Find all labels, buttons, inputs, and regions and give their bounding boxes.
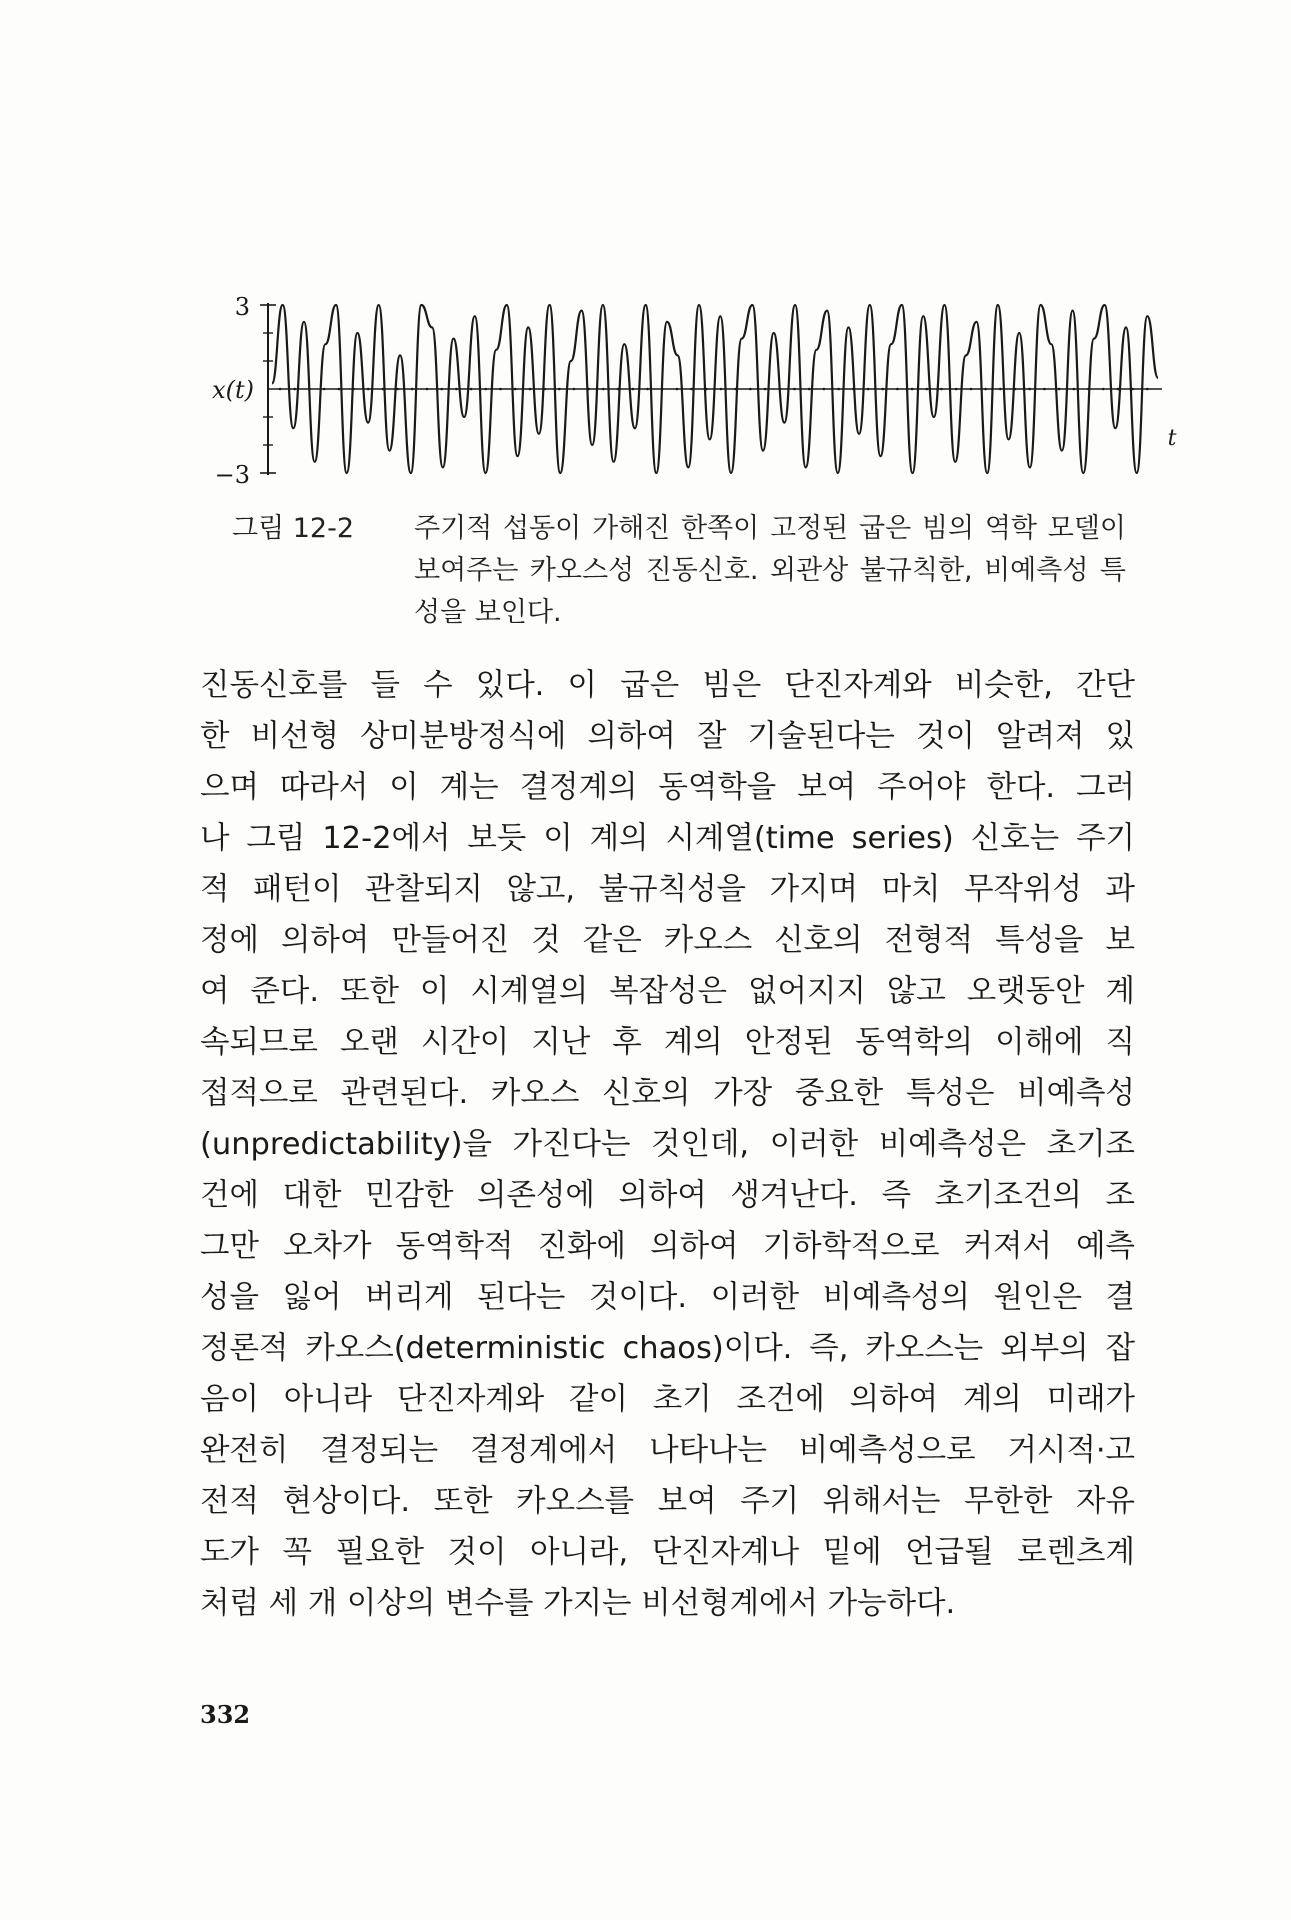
body-line: 그만 오차가 동역학적 진화에 의하여 기하학적으로 커져서 예측: [200, 1229, 1135, 1264]
body-line: 정론적 카오스(deterministic chaos)이다. 즉, 카오스는 외부의 잡: [200, 1331, 1135, 1366]
baseline-dot: [440, 388, 443, 391]
baseline-dot: [514, 388, 517, 391]
body-line: 여 준다. 또한 이 시계열의 복잡성은 없어지지 않고 오랫동안 계: [200, 974, 1135, 1009]
y-tick-label-top: 3: [234, 293, 250, 321]
x-axis-label: t: [1167, 426, 1177, 451]
chaos-signal-chart: [212, 285, 1180, 495]
baseline-dot: [382, 388, 385, 391]
baseline-dot: [896, 388, 899, 391]
baseline-dot: [984, 388, 987, 391]
baseline-dot: [881, 388, 884, 391]
baseline-dot: [749, 388, 752, 391]
baseline-dot: [411, 388, 414, 391]
baseline-dot: [602, 388, 605, 391]
body-line: 으며 따라서 이 계는 결정계의 동역학을 보여 주어야 한다. 그러: [200, 770, 1135, 805]
body-line: 접적으로 관련된다. 카오스 신호의 가장 중요한 특성은 비예측성: [200, 1076, 1135, 1111]
baseline-dot: [1014, 388, 1017, 391]
body-line: 건에 대한 민감한 의존성에 의하여 생겨난다. 즉 초기조건의 조: [200, 1178, 1135, 1213]
baseline-dot: [867, 388, 870, 391]
baseline-dot: [308, 388, 311, 391]
baseline-dot: [323, 388, 326, 391]
baseline-dot: [426, 388, 429, 391]
baseline-dot: [617, 388, 620, 391]
baseline-dot: [852, 388, 855, 391]
baseline-dot: [926, 388, 929, 391]
baseline-dot: [1087, 388, 1090, 391]
baseline-dot: [940, 388, 943, 391]
baseline-dot: [338, 388, 341, 391]
baseline-dot: [970, 388, 973, 391]
baseline-dot: [676, 388, 679, 391]
baseline-dot: [779, 388, 782, 391]
baseline-dot: [279, 388, 282, 391]
baseline-dot: [1028, 388, 1031, 391]
baseline-dot: [808, 388, 811, 391]
body-line: 한 비선형 상미분방정식에 의하여 잘 기술된다는 것이 알려져 있: [200, 719, 1135, 754]
baseline-dot: [293, 388, 296, 391]
baseline-dot: [455, 388, 458, 391]
signal-series-line: [272, 305, 1158, 473]
baseline-dot: [396, 388, 399, 391]
y-axis-label: x(t): [212, 376, 254, 404]
baseline-dot: [734, 388, 737, 391]
baseline-dot: [661, 388, 664, 391]
body-line: 진동신호를 들 수 있다. 이 굽은 빔은 단진자계와 비슷한, 간단: [200, 668, 1135, 703]
baseline-dot: [573, 388, 576, 391]
baseline-dot: [999, 388, 1002, 391]
baseline-dot: [837, 388, 840, 391]
page-number: 332: [200, 1700, 251, 1729]
body-line: 성을 잃어 버리게 된다는 것이다. 이러한 비예측성의 원인은 결: [200, 1280, 1135, 1315]
figure-caption-label: 그림 12-2: [232, 513, 355, 544]
baseline-dot: [1117, 388, 1120, 391]
body-line: 적 패턴이 관찰되지 않고, 불규칙성을 가지며 마치 무작위성 과: [200, 872, 1135, 907]
baseline-dot: [587, 388, 590, 391]
baseline-dot: [690, 388, 693, 391]
baseline-dot: [1073, 388, 1076, 391]
baseline-dot: [705, 388, 708, 391]
baseline-dot: [499, 388, 502, 391]
baseline-dot: [367, 388, 370, 391]
body-line: 정에 의하여 만들어진 것 같은 카오스 신호의 전형적 특성을 보: [200, 923, 1135, 958]
baseline-dot: [558, 388, 561, 391]
body-line: 완전히 결정되는 결정계에서 나타나는 비예측성으로 거시적·고: [200, 1433, 1135, 1468]
baseline-dot: [764, 388, 767, 391]
baseline-dot: [1102, 388, 1105, 391]
baseline-dot: [720, 388, 723, 391]
baseline-dot: [793, 388, 796, 391]
baseline-dot: [823, 388, 826, 391]
body-line: 전적 현상이다. 또한 카오스를 보여 주기 위해서는 무한한 자유: [200, 1484, 1135, 1519]
baseline-dot: [1131, 388, 1134, 391]
baseline-dot: [955, 388, 958, 391]
baseline-dot: [646, 388, 649, 391]
baseline-dot: [529, 388, 532, 391]
baseline-dot: [352, 388, 355, 391]
body-line: 도가 꼭 필요한 것이 아니라, 단진자계나 밑에 언급될 로렌츠계: [200, 1535, 1135, 1570]
body-paragraph: [200, 660, 1135, 1629]
baseline-dot: [485, 388, 488, 391]
baseline-dot: [1043, 388, 1046, 391]
baseline-dot: [1146, 388, 1149, 391]
baseline-dot: [543, 388, 546, 391]
baseline-dot: [1058, 388, 1061, 391]
baseline-dot: [632, 388, 635, 391]
y-tick-label-bottom: −3: [214, 461, 250, 489]
baseline-dot: [470, 388, 473, 391]
body-line: 나 그림 12-2에서 보듯 이 계의 시계열(time series) 신호는 주기: [200, 821, 1135, 856]
figure-caption: [232, 508, 1132, 634]
figure-caption-text: 주기적 섭동이 가해진 한쪽이 고정된 굽은 빔의 역학 모델이 보여주는 카오스성 진동신호. 외관상 불규칙한, 비예측성 특성을 보인다.: [414, 513, 1126, 628]
body-line: 속되므로 오랜 시간이 지난 후 계의 안정된 동역학의 이해에 직: [200, 1025, 1135, 1060]
body-line: 음이 아니라 단진자계와 같이 초기 조건에 의하여 계의 미래가: [200, 1382, 1135, 1417]
baseline-dot: [911, 388, 914, 391]
body-line: (unpredictability)을 가진다는 것인데, 이러한 비예측성은 초기조: [200, 1127, 1135, 1162]
body-line: 처럼 세 개 이상의 변수를 가지는 비선형계에서 가능하다.: [200, 1586, 956, 1621]
